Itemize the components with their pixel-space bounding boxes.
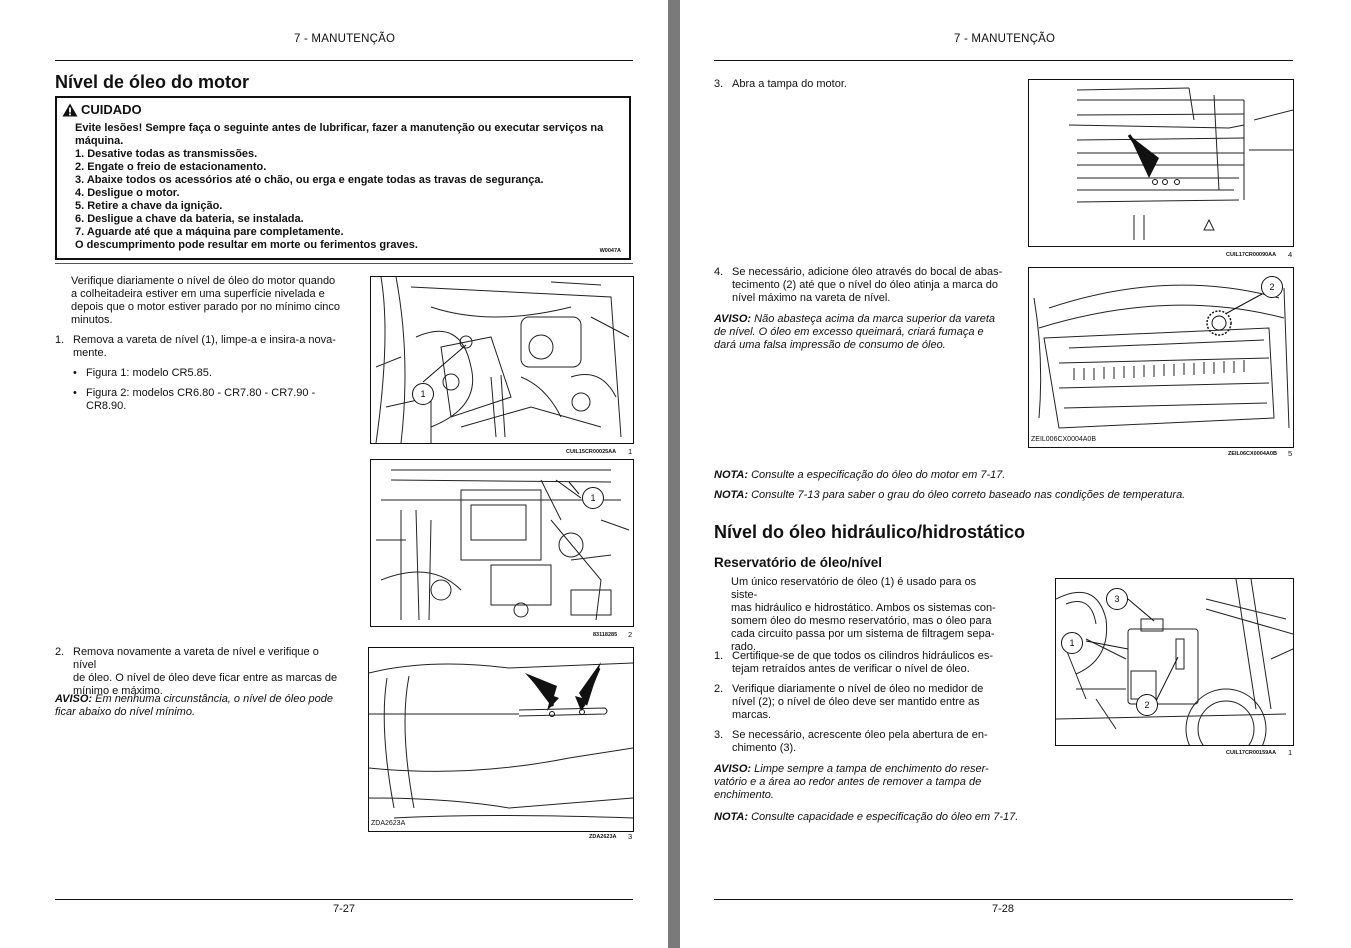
- figure-5-oil-filler: [1028, 267, 1294, 448]
- step-1: [55, 334, 345, 364]
- subsection-title: Reservatório de óleo/nível: [714, 555, 883, 570]
- caution-title: [62, 102, 142, 117]
- caution-line: 5. Retire a chave da ignição.: [75, 200, 223, 212]
- callout-2: 2: [1261, 276, 1283, 298]
- hyd-step-2: [714, 683, 1004, 723]
- figure-4-engine-cover: [1028, 79, 1294, 247]
- bullet-item: • Figura 1: modelo CR5.85.: [73, 367, 212, 379]
- warning-icon: [62, 103, 78, 117]
- nota-label: NOTA:: [714, 489, 749, 501]
- text-line: marcas.: [732, 709, 772, 721]
- page-right: [680, 0, 1351, 948]
- caution-line: 1. Desative todas as transmissões.: [75, 148, 258, 160]
- caution-line: Evite lesões! Sempre faça o seguinte antes de lubrificar, fazer a manutenção ou executar serviços na: [75, 122, 604, 134]
- header-rule: [714, 60, 1293, 61]
- step-number: 1.: [55, 334, 65, 346]
- text-line: dará uma falsa impressão de consumo de óleo.: [714, 339, 946, 351]
- text-line: nível (2); o nível de óleo deve ser mantido entre as: [732, 696, 980, 708]
- step-text: [73, 334, 336, 360]
- bullet-text: Figura 2: modelos CR6.80 - CR7.80 - CR7.90 -: [86, 387, 316, 399]
- caution-line: O descumprimento pode resultar em morte ou ferimentos graves.: [75, 239, 418, 251]
- text-line: depois que o motor estiver parado por no mínimo cinco: [71, 301, 341, 313]
- page-left: [0, 0, 668, 948]
- text-line: Limpe sempre a tampa de enchimento do reser-: [751, 763, 989, 775]
- step-3: [714, 78, 1014, 92]
- figure-caption: ZEIL06CX0004A0B: [1228, 451, 1277, 457]
- text-line: tecimento (2) até que o nível do óleo atinja a marca do: [732, 279, 998, 291]
- step-2: [55, 646, 345, 697]
- figure-2-engine-dipstick: [370, 459, 634, 627]
- step-number: 4.: [714, 266, 724, 278]
- figure-3-dipstick-marks: [368, 647, 634, 832]
- text-line: mínimo e máximo.: [73, 685, 163, 697]
- bullet-item: • Figura 2: modelos CR6.80 - CR7.80 - CR7.90 -: [73, 387, 316, 399]
- aviso-note: [714, 313, 1009, 352]
- footer-rule: [714, 899, 1293, 900]
- step-text: [732, 650, 993, 676]
- page-header: 7 - MANUTENÇÃO: [294, 33, 396, 45]
- bullet-text: Figura 1: modelo CR5.85.: [86, 367, 212, 379]
- figure-1-engine-dipstick: [370, 276, 634, 444]
- text-line: Verifique diariamente o nível de óleo no medidor de: [732, 683, 984, 695]
- step-text: [732, 683, 983, 722]
- text-line: mas hidráulico e hidrostático. Ambos os sistemas con-: [731, 602, 996, 614]
- section-title: Nível de óleo do motor: [55, 72, 250, 92]
- text-line: a colheitadeira estiver em uma superfície nivelada e: [71, 288, 325, 300]
- text-line: somem óleo do mesmo reservatório, mas o óleo para: [731, 615, 992, 627]
- step-text: Abra a tampa do motor.: [732, 78, 847, 90]
- figure-caption: 83118285: [593, 632, 618, 638]
- aviso-label: AVISO:: [714, 313, 752, 325]
- figure-number: 1: [1288, 748, 1293, 757]
- aviso-note: [714, 763, 1009, 802]
- text-line: rado.: [731, 641, 757, 653]
- nota-text: Consulte capacidade e especificação do óleo em 7-17.: [748, 811, 1019, 823]
- page-gutter: [668, 0, 680, 948]
- text-line: enchimento.: [714, 789, 774, 801]
- text-line: nível máximo na vareta de nível.: [732, 292, 891, 304]
- step-number: 3.: [714, 729, 724, 741]
- nota-text: Consulte a especificação do óleo do motor em 7-17.: [748, 469, 1006, 481]
- figure-bullets: [73, 367, 345, 413]
- text-line: de óleo. O nível de óleo deve ficar entre as marcas de: [73, 672, 338, 684]
- caution-line: 3. Abaixe todos os acessórios até o chão, ou erga e engate todas as travas de segurança.: [75, 174, 544, 186]
- figure-inner-label: ZDA2623A: [371, 820, 406, 827]
- figure-caption: CUIL15CR00025AA: [566, 449, 617, 455]
- step-4: [714, 266, 1004, 306]
- aviso-label: AVISO:: [55, 693, 93, 705]
- caution-line: 7. Aguarde até que a máquina pare completamente.: [75, 226, 344, 238]
- figure-caption: CUIL17CR00159AA: [1226, 750, 1277, 756]
- nota-label: NOTA:: [714, 469, 749, 481]
- figure-inner-label: ZEIL006CX0004A0B: [1031, 436, 1096, 443]
- figure-number: 4: [1288, 250, 1293, 259]
- caution-code: W0047A: [599, 248, 621, 254]
- bullet-text: CR8.90.: [86, 400, 127, 412]
- nota-3: [714, 811, 1214, 824]
- figure-number: 5: [1288, 449, 1293, 458]
- callout-1: 1: [582, 487, 604, 509]
- step-number: 3.: [714, 78, 724, 90]
- figure-number: 2: [628, 630, 633, 639]
- text-line: mente.: [73, 347, 107, 359]
- text-line: minutos.: [71, 314, 113, 326]
- caution-box: [55, 96, 631, 260]
- text-line: vatório e a área ao redor antes de remover a tampa de: [714, 776, 982, 788]
- callout-1: 1: [1061, 632, 1083, 654]
- figure-caption: CUIL17CR00090AA: [1226, 252, 1277, 258]
- figure-number: 3: [628, 832, 633, 841]
- step-text: [73, 646, 345, 698]
- hyd-step-1: [714, 650, 1004, 678]
- text-line: Não abasteça acima da marca superior da vareta: [751, 313, 996, 325]
- text-line: Remova a vareta de nível (1), limpe-a e insira-a nova-: [73, 334, 336, 346]
- step-number: 2.: [55, 646, 65, 658]
- caution-line: 4. Desligue o motor.: [75, 187, 180, 199]
- nota-2: [714, 489, 1294, 502]
- caution-line: máquina.: [75, 135, 124, 147]
- step-text: [732, 266, 1002, 305]
- caution-line: 2. Engate o freio de estacionamento.: [75, 161, 267, 173]
- text-line: Se necessário, adicione óleo através do bocal de abas-: [732, 266, 1003, 278]
- page-header: 7 - MANUTENÇÃO: [954, 33, 1056, 45]
- text-line: Se necessário, acrescente óleo pela abertura de en-: [732, 729, 988, 741]
- intro-paragraph: [731, 576, 1004, 654]
- figure-number: 1: [628, 447, 633, 456]
- step-number: 2.: [714, 683, 724, 695]
- section-divider: [55, 263, 633, 264]
- aviso-label: AVISO:: [714, 763, 752, 775]
- caution-text: [75, 122, 623, 252]
- text-line: ficar abaixo do nível mínimo.: [55, 706, 196, 718]
- figure-caption: ZDA2623A: [589, 834, 617, 840]
- intro-paragraph: [71, 275, 344, 327]
- page-number: 7-27: [333, 903, 356, 915]
- callout-3: 3: [1106, 588, 1128, 610]
- text-line: Verifique diariamente o nível de óleo do motor quando: [71, 275, 336, 287]
- caution-label: CUIDADO: [81, 102, 142, 117]
- section-title: Nível do óleo hidráulico/hidrostático: [714, 522, 1026, 542]
- callout-1: 1: [412, 383, 434, 405]
- text-line: Em nenhuma circunstância, o nível de óleo pode: [92, 693, 334, 705]
- figure-hydraulic-reservoir: [1055, 578, 1294, 746]
- text-line: Remova novamente a vareta de nível e verifique o nível: [73, 646, 319, 671]
- text-line: cada circuito passa por um sistema de filtragem sepa-: [731, 628, 995, 640]
- step-text: [732, 729, 988, 755]
- text-line: tejam retraídos antes de verificar o nível de óleo.: [732, 663, 970, 675]
- text-line: Um único reservatório de óleo (1) é usado para os siste-: [731, 576, 977, 601]
- nota-1: [714, 469, 1294, 482]
- hyd-step-3: [714, 729, 1004, 757]
- header-rule: [55, 60, 633, 61]
- text-line: de nível. O óleo em excesso queimará, criará fumaça e: [714, 326, 984, 338]
- text-line: Certifique-se de que todos os cilindros hidráulicos es-: [732, 650, 994, 662]
- caution-line: 6. Desligue a chave da bateria, se instalada.: [75, 213, 304, 225]
- callout-2: 2: [1136, 694, 1158, 716]
- footer-rule: [55, 899, 633, 900]
- page-number: 7-28: [992, 903, 1015, 915]
- nota-label: NOTA:: [714, 811, 749, 823]
- nota-text: Consulte 7-13 para saber o grau do óleo correto baseado nas condições de temperatura.: [748, 489, 1186, 501]
- aviso-note: [55, 693, 345, 719]
- text-line: chimento (3).: [732, 742, 797, 754]
- step-number: 1.: [714, 650, 724, 662]
